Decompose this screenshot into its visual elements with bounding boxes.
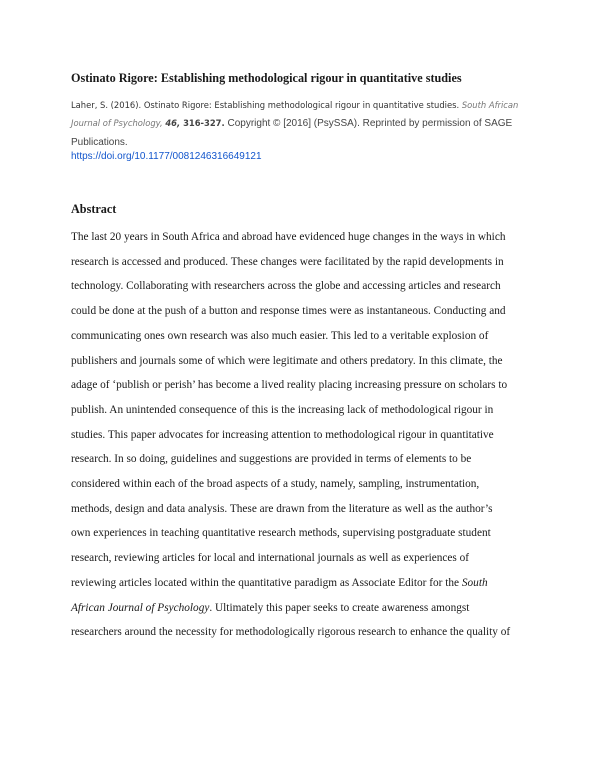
abstract-line: researchers around the necessity for methodologically rigorous research to enhance the quality of bbox=[71, 626, 511, 639]
abstract-line: research, reviewing articles for local and international journals as well as experiences of bbox=[71, 552, 470, 565]
abstract-line-text: . Ultimately this paper seeks to create awareness amongst bbox=[209, 601, 470, 614]
abstract-line: research. In so doing, guidelines and suggestions are provided in terms of elements to be bbox=[71, 453, 472, 466]
abstract-line: could be done at the push of a button and response times were as instantaneous. Conducting and bbox=[71, 305, 506, 318]
abstract-line bbox=[71, 571, 531, 596]
citation-rights: Copyright © [2016] (PsySSA). Reprinted by permission of SAGE Publications. bbox=[71, 118, 513, 148]
abstract-line: adage of ‘publish or perish’ has become a lived reality placing increasing pressure on scholars to bbox=[71, 379, 508, 392]
abstract-line bbox=[71, 596, 531, 621]
doi-link[interactable]: https://doi.org/10.1177/0081246316649121 bbox=[71, 151, 262, 162]
citation-journal: South African Journal of Psychology, bbox=[71, 100, 519, 128]
citation-volume: 46, bbox=[165, 118, 181, 128]
journal-name-italic: African Journal of Psychology bbox=[71, 601, 210, 614]
citation bbox=[71, 96, 531, 152]
abstract-line: methods, design and data analysis. These are drawn from the literature as well as the author’s bbox=[71, 502, 493, 515]
journal-name-italic: South bbox=[461, 576, 488, 589]
abstract-line: communicating ones own research was also much easier. This led to a veritable explosion of bbox=[71, 329, 489, 342]
abstract-body bbox=[71, 225, 531, 645]
abstract-line: research is accessed and produced. These changes were facilitated by the rapid developments in bbox=[71, 255, 504, 268]
abstract-line: The last 20 years in South Africa and abroad have evidenced huge changes in the ways in which bbox=[71, 231, 506, 243]
abstract-line: technology. Collaborating with researchers across the globe and accessing articles and research bbox=[71, 280, 501, 293]
paper-title: Ostinato Rigore: Establishing methodological rigour in quantitative studies bbox=[71, 71, 462, 85]
citation-pages: 316-327. bbox=[180, 118, 225, 128]
abstract-line: publishers and journals some of which were legitimate and others predatory. In this climate, the bbox=[71, 354, 503, 367]
citation-authors: Laher, S. (2016). bbox=[71, 100, 144, 110]
abstract-line-text: reviewing articles located within the quantitative paradigm as Associate Editor for the bbox=[71, 576, 462, 589]
abstract-heading: Abstract bbox=[71, 202, 117, 216]
abstract-line: publish. An unintended consequence of this is the increasing lack of methodological rigour in bbox=[71, 403, 494, 416]
abstract-line: considered within each of the broad aspects of a study, namely, sampling, instrumentation, bbox=[71, 478, 480, 491]
abstract-line: own experiences in teaching quantitative research methods, supervising postgraduate student bbox=[71, 527, 491, 540]
abstract-line: studies. This paper advocates for increasing attention to methodological rigour in quantitative bbox=[71, 428, 494, 441]
citation-article: Ostinato Rigore: Establishing methodological rigour in quantitative studies. bbox=[143, 100, 462, 110]
